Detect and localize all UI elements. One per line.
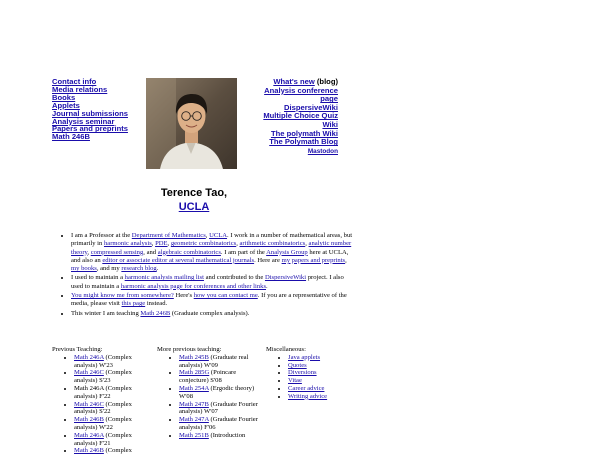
list-item bbox=[288, 385, 348, 393]
text: project. I also used to maintain a bbox=[71, 274, 344, 290]
list-item bbox=[71, 292, 353, 309]
editor-link[interactable]: editor or associate editor at several mathematical journals bbox=[102, 256, 255, 264]
text: , bbox=[167, 240, 171, 248]
contact-me-link[interactable]: how you can contact me bbox=[193, 292, 258, 300]
portrait-photo bbox=[146, 78, 237, 169]
algebraic-combinatorics-link[interactable]: algebraic combinatorics bbox=[157, 248, 221, 256]
course-link[interactable]: Math 246A bbox=[74, 431, 104, 439]
career-advice-link[interactable]: Career advice bbox=[288, 384, 325, 392]
text: , and my bbox=[96, 265, 122, 273]
text: . Here are bbox=[254, 256, 282, 264]
list-item bbox=[288, 377, 348, 385]
list-item bbox=[179, 354, 261, 370]
polymath-blog-link[interactable]: The Polymath Blog bbox=[269, 137, 338, 147]
text: This winter I am teaching bbox=[71, 309, 141, 317]
list-item bbox=[288, 362, 348, 370]
left-nav bbox=[52, 78, 147, 141]
list-item bbox=[71, 310, 353, 318]
miscellaneous-column bbox=[266, 346, 348, 401]
list-item bbox=[74, 369, 152, 385]
course-link[interactable]: Math 251B bbox=[179, 431, 209, 439]
text: , bbox=[345, 256, 347, 264]
course-desc: (Complex analysis) S'22 bbox=[74, 400, 132, 416]
math-246b-inline-link[interactable]: Math 246B bbox=[140, 309, 171, 317]
know-me-link[interactable]: You might know me from somewhere? bbox=[71, 292, 174, 300]
nav-contact-info[interactable]: Contact info bbox=[52, 77, 97, 86]
mastodon-link[interactable]: Mastodon bbox=[307, 147, 338, 155]
text: , bbox=[205, 232, 210, 239]
list-item bbox=[74, 385, 152, 401]
text: here at UCLA, and also an bbox=[71, 248, 349, 264]
course-link[interactable]: Math 246C bbox=[74, 400, 104, 408]
arithmetic-combinatorics-link[interactable]: arithmetic combinatorics bbox=[239, 240, 306, 248]
list-item bbox=[288, 369, 348, 377]
course-desc: (Poincare conjecture) S'08 bbox=[179, 369, 237, 385]
papers-link[interactable]: my papers and preprints bbox=[281, 256, 346, 264]
course-link[interactable]: Math 246C bbox=[74, 369, 104, 377]
mc-quiz-wiki-link[interactable] bbox=[263, 111, 338, 129]
text: . bbox=[266, 282, 268, 290]
course-desc: (Complex analysis) S'23 bbox=[74, 369, 132, 385]
course-desc: (Complex analysis) W'23 bbox=[74, 353, 132, 369]
analysis-conference-link[interactable] bbox=[264, 86, 338, 104]
list-item bbox=[179, 416, 261, 432]
list-item bbox=[179, 385, 261, 401]
math-dept-link[interactable]: Department of Mathematics bbox=[131, 232, 206, 239]
dispersive-wiki-link[interactable]: DispersiveWiki bbox=[284, 102, 338, 112]
text: , bbox=[87, 248, 91, 256]
text: , and bbox=[143, 248, 158, 256]
writing-advice-link[interactable]: Writing advice bbox=[288, 392, 328, 400]
nav-journal-submissions[interactable]: Journal submissions bbox=[52, 108, 128, 118]
name-text: Terence Tao, bbox=[160, 187, 228, 199]
harmonic-analysis-link[interactable]: harmonic analysis bbox=[103, 240, 152, 248]
nav-books[interactable]: Books bbox=[52, 92, 76, 102]
compressed-sensing-link[interactable]: compressed sensing bbox=[90, 248, 144, 256]
course-desc: (Graduate Fourier analysis) F'06 bbox=[179, 416, 258, 431]
course-link[interactable]: Math 247A bbox=[179, 416, 209, 424]
course-link[interactable]: Math 254A bbox=[179, 384, 209, 392]
course-desc: (Graduate Fourier analysis) W'07 bbox=[179, 400, 258, 416]
list-item bbox=[74, 447, 152, 455]
diversions-link[interactable]: Diversions bbox=[288, 369, 317, 377]
media-page-link[interactable]: this page bbox=[121, 300, 146, 308]
blog-label: (blog) bbox=[316, 77, 338, 86]
text: instead. bbox=[145, 300, 168, 308]
list-item bbox=[179, 432, 261, 440]
course-link[interactable]: Math 247B bbox=[179, 400, 209, 408]
mailing-list-link[interactable]: harmonic analysis mailing list bbox=[124, 274, 204, 282]
ucla-link[interactable]: UCLA bbox=[178, 201, 210, 213]
research-blog-link[interactable]: research blog bbox=[121, 265, 157, 273]
course-desc: (Graduate real analysis) W'09 bbox=[179, 353, 249, 369]
list-item bbox=[74, 401, 152, 417]
course-link[interactable]: Math 246B bbox=[74, 447, 104, 455]
conferences-page-link[interactable]: harmonic analysis page for conferences and other links bbox=[120, 282, 267, 290]
text: I am a Professor at the bbox=[71, 232, 132, 239]
analysis-group-link[interactable]: Analysis Group bbox=[266, 248, 308, 256]
analysis-conference-line1: Analysis conference bbox=[264, 85, 338, 95]
text: Here's bbox=[173, 292, 194, 300]
java-applets-link[interactable]: Java applets bbox=[288, 353, 321, 361]
course-desc: (Introduction bbox=[208, 431, 246, 439]
text: (Graduate complex analysis). bbox=[170, 309, 250, 317]
vitae-link[interactable]: Vitae bbox=[288, 377, 302, 385]
course-link[interactable]: Math 285G bbox=[179, 369, 210, 377]
whats-new-link[interactable]: What's new bbox=[273, 77, 315, 86]
course-desc: (Complex analysis) W'22 bbox=[74, 416, 132, 431]
list-item bbox=[288, 393, 348, 401]
quotes-link[interactable]: Quotes bbox=[288, 361, 307, 369]
geometric-combinatorics-link[interactable]: geometric combinatorics bbox=[170, 240, 237, 248]
previous-teaching-list bbox=[52, 354, 152, 455]
text: . If you are a representative of the media, please visit bbox=[71, 292, 347, 308]
list-item bbox=[74, 416, 152, 432]
mc-quiz-line1: Multiple Choice Quiz bbox=[263, 111, 338, 121]
text: I used to maintain a bbox=[71, 274, 125, 282]
nav-math-246b[interactable]: Math 246B bbox=[52, 132, 90, 142]
course-link[interactable]: Math 246A bbox=[74, 353, 104, 361]
course-desc: (Complex analysis) F'21 bbox=[74, 431, 132, 447]
portrait-image bbox=[146, 78, 237, 169]
list-item bbox=[71, 232, 353, 273]
intro-list bbox=[60, 232, 353, 319]
more-teaching-column bbox=[157, 346, 261, 440]
previous-teaching-heading: Previous Teaching: bbox=[52, 346, 103, 353]
nav-papers-preprints[interactable]: Papers and preprints bbox=[52, 124, 128, 134]
list-item bbox=[288, 354, 348, 362]
text: , bbox=[236, 240, 240, 248]
more-teaching-list bbox=[157, 354, 261, 440]
text: . I work in a number of mathematical areas, but primarily in bbox=[71, 232, 353, 248]
dispersive-wiki-inline-link[interactable]: DispersiveWiki bbox=[264, 274, 307, 282]
analytic-number-theory-link[interactable]: analytic number theory bbox=[71, 240, 352, 256]
previous-teaching-column bbox=[52, 346, 152, 455]
miscellaneous-heading: Miscellaneous: bbox=[266, 346, 306, 353]
course-link[interactable]: Math 246B bbox=[74, 416, 104, 424]
list-item bbox=[179, 369, 261, 385]
page-title bbox=[150, 186, 238, 214]
more-teaching-heading: More previous teaching: bbox=[157, 346, 222, 353]
list-item bbox=[179, 401, 261, 417]
right-nav bbox=[240, 78, 338, 156]
nav-applets[interactable]: Applets bbox=[52, 100, 80, 110]
course-desc: (Complex bbox=[103, 447, 132, 455]
text: , bbox=[305, 240, 309, 248]
text: . bbox=[156, 265, 159, 273]
ucla-link-inline[interactable]: UCLA bbox=[209, 232, 228, 239]
nav-analysis-seminar[interactable]: Analysis seminar bbox=[52, 116, 115, 126]
nav-media-relations[interactable]: Media relations bbox=[52, 84, 108, 94]
course-link[interactable]: Math 245B bbox=[179, 353, 209, 361]
polymath-wiki-link[interactable]: The polymath Wiki bbox=[270, 128, 338, 138]
list-item bbox=[74, 432, 152, 448]
pde-link[interactable]: PDE bbox=[155, 240, 168, 248]
text: and contributed to the bbox=[203, 274, 265, 282]
list-item bbox=[71, 274, 353, 291]
miscellaneous-list bbox=[266, 354, 348, 401]
analysis-conference-line2: page bbox=[320, 94, 338, 104]
text: , bbox=[151, 240, 156, 248]
text: . I am part of the bbox=[220, 248, 267, 256]
books-link[interactable]: my books bbox=[71, 265, 97, 273]
list-item bbox=[74, 354, 152, 370]
course-desc: (Ergodic theory) W'08 bbox=[179, 384, 255, 400]
mc-quiz-line2: Wiki bbox=[322, 119, 338, 129]
course-desc: Math 246A (Complex analysis) F'22 bbox=[74, 384, 132, 400]
